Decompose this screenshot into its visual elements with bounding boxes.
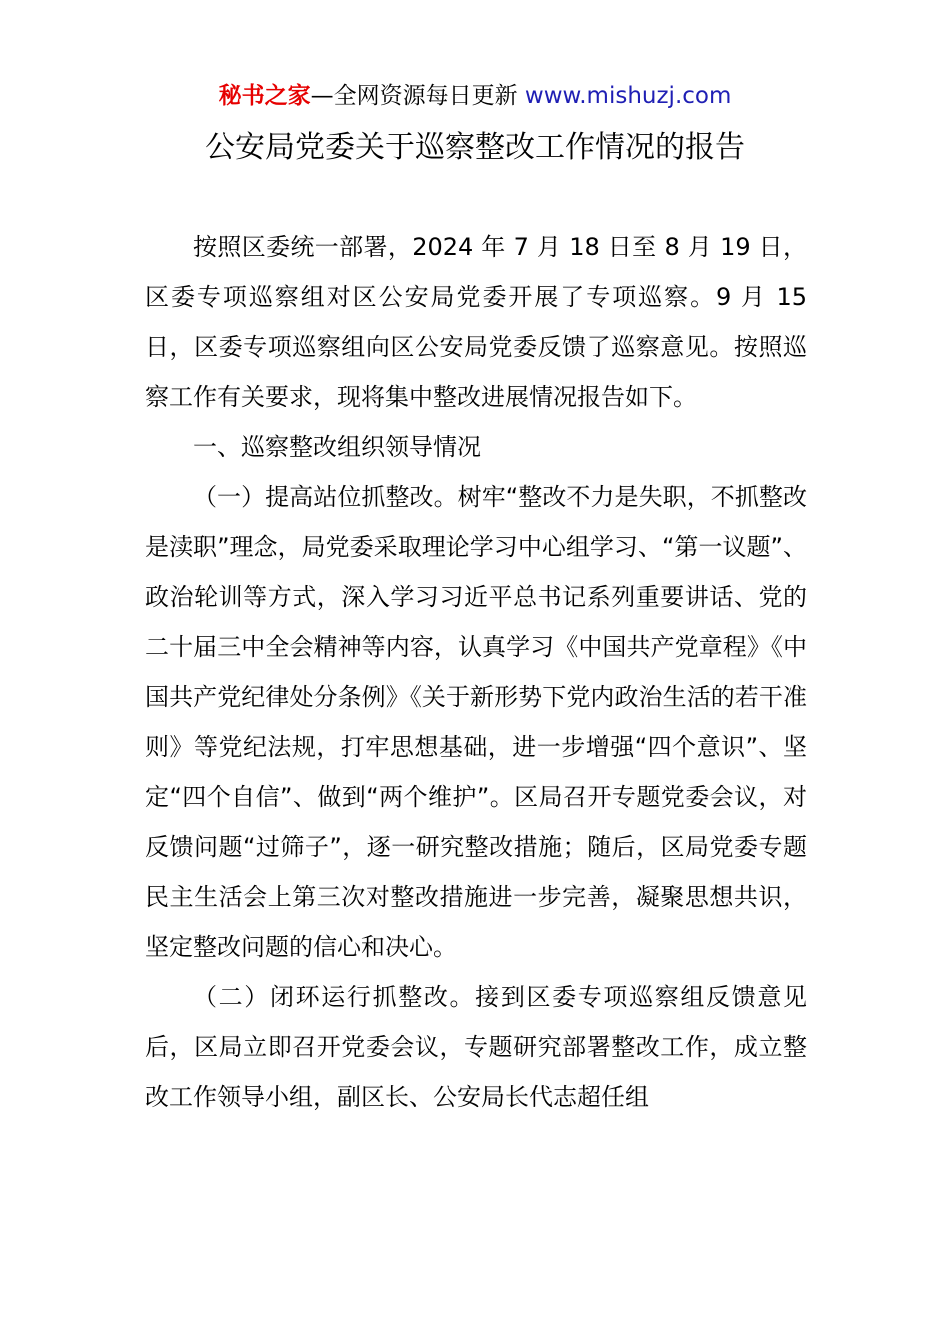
site-tagline: —全网资源每日更新 [310,83,518,109]
site-url-link[interactable]: www.mishuzj.com [524,83,732,109]
document-body [145,222,807,1122]
section-heading-1: 一、巡察整改组织领导情况 [193,433,481,461]
paragraph-subsection-1: （一）提高站位抓整改。树牢“整改不力是失职，不抓整改是渎职”理念，局党委采取理论学习中心组学习、“第一议题”、政治轮训等方式，深入学习习近平总书记系列重要讲话、党的二十届三中全会精神等内容，认真学习《中国共产党章程》《中国共产党纪律处分条例》《关于新形势下党内政治生活的若干准则》等党纪法规，打牢思想基础，进一步增强“四个意识”、坚定“四个自信”、做到“两个维护”。区局召开专题党委会议，对反馈问题“过筛子”，逐一研究整改措施；随后，区局党委专题民主生活会上第三次对整改措施进一步完善，凝聚思想共识，坚定整改问题的信心和决心。 [145,483,807,961]
document-title: 公安局党委关于巡察整改工作情况的报告 [205,130,745,165]
site-banner [0,80,950,112]
paragraph-intro: 按照区委统一部署，2024 年 7 月 18 日至 8 月 19 日，区委专项巡察组对区公安局党委开展了专项巡察。9 月 15 日，区委专项巡察组向区公安局党委反馈了巡察意见。按照巡察工作有关要求，现将集中整改进展情况报告如下。 [145,233,807,411]
site-brand: 秘书之家 [218,83,311,109]
paragraph-subsection-2: （二）闭环运行抓整改。接到区委专项巡察组反馈意见后，区局立即召开党委会议，专题研究部署整改工作，成立整改工作领导小组，副区长、公安局长代志超任组 [145,983,807,1111]
